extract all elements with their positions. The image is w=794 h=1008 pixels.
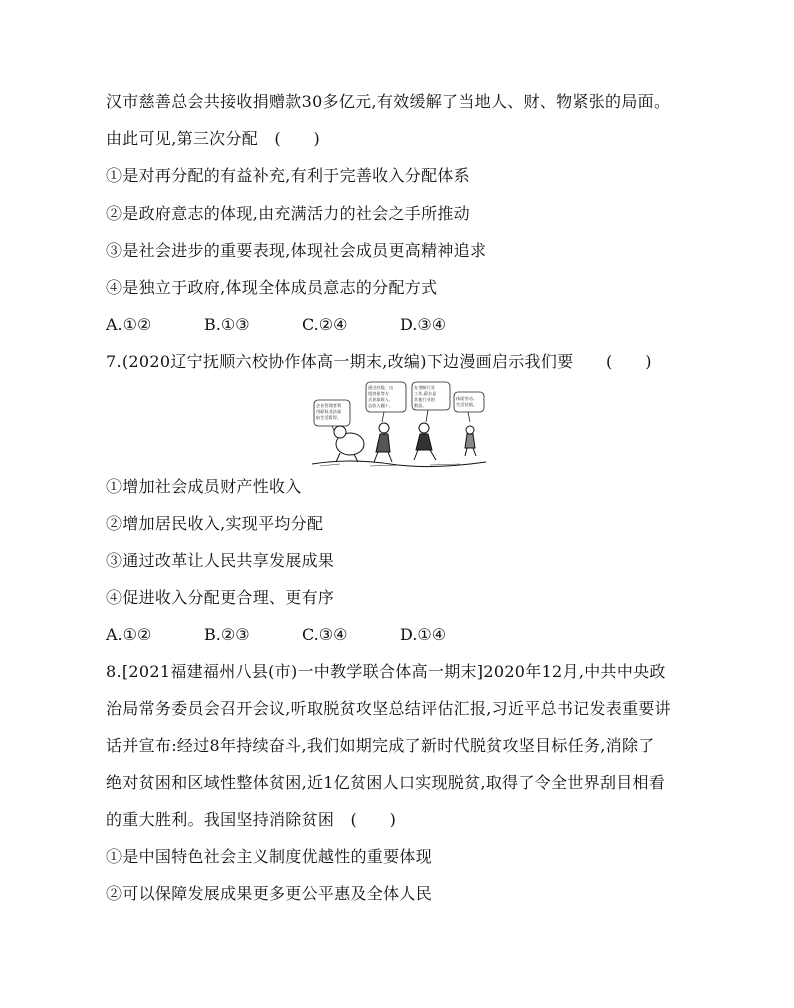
q8-statement-1: ①是中国特色社会主义制度优越性的重要体现 [106,847,433,866]
bubble-2-line-4: 总收入翻十。 [368,403,394,408]
bubble-4-line-2: 生活拮据。 [456,402,477,407]
q8-statement-2: ②可以保障发展成果更多更公平惠及全体人民 [106,884,433,903]
bubble-2-line-3: 式获取收入, [368,397,391,402]
q6-option-a[interactable]: A.①② [106,315,152,334]
q6-statement-2: ②是政府意志的体现,由充满活力的社会之手所推动 [106,204,470,223]
bubble-2-line-1: 通过炒股、出 [368,385,394,390]
q8-stem-line-2: 治局常务委员会召开会议,听取脱贫攻坚总结评估汇报,习近平总书记发表重要讲 [106,699,671,718]
bubble-3-line-3: 其他行业的 [414,397,435,402]
q6-option-d[interactable]: D.③④ [400,315,447,334]
q6-statement-3: ③是社会进步的重要表现,体现社会成员更高精神追求 [106,241,487,260]
q7-statement-4: ④促进收入分配更合理、更有序 [106,588,335,607]
q7-statement-2: ②增加居民收入,实现平均分配 [106,514,324,533]
q6-statement-1: ①是对再分配的有益补充,有利于完善收入分配体系 [106,166,470,185]
bubble-1-line-1: 企业管理者利 [316,403,342,408]
bubble-1-line-2: 用职权非法谋 [316,409,342,414]
bubble-3-line-2: 工作,薪水是 [414,391,437,396]
q7-option-a[interactable]: A.①② [106,625,152,644]
q6-statement-4: ④是独立于政府,体现全体成员意志的分配方式 [106,278,438,297]
q8-stem-line-4: 绝对贫困和区域性整体贫困,近1亿贫困人口实现脱贫,取得了令全世界刮目相看 [106,773,666,792]
q8-stem-line-5: 的重大胜利。我国坚持消除贫困 ( ) [106,810,397,829]
q8-stem-line-3: 话并宣布:经过8年持续奋斗,我们如期完成了新时代脱贫攻坚目标任务,消除了 [106,736,655,755]
bubble-2-line-2: 租房屋等方 [368,391,389,396]
q7-stem: 7.(2020辽宁抚顺六校协作体高一期末,改编)下边漫画启示我们要 ( ) [106,352,652,371]
bubble-3-line-4: 数倍。 [414,403,427,408]
q7-option-b[interactable]: B.②③ [204,625,250,644]
q6-stem-line-2: 由此可见,第三次分配 ( ) [106,129,321,148]
q8-stem-line-1: 8.[2021福建福州八县(市)一中教学联合体高一期末]2020年12月,中共中央政 [106,662,666,681]
q7-option-c[interactable]: C.③④ [302,625,348,644]
bubble-4-line-1: 体面劳动, [456,396,475,401]
q7-statement-3: ③通过改革让人民共享发展成果 [106,551,335,570]
cartoon-figures-icon [310,378,486,468]
bubble-1-line-3: 取生活暂得。 [316,415,342,420]
q6-option-b[interactable]: B.①③ [204,315,250,334]
q6-stem-line-1: 汉市慈善总会共接收捐赠款30多亿元,有效缓解了当地人、财、物紧张的局面。 [106,92,671,111]
q7-statement-1: ①增加社会成员财产性收入 [106,477,302,496]
bubble-3-line-1: 在垄断行业 [414,385,435,390]
q7-option-d[interactable]: D.①④ [400,625,447,644]
q6-option-c[interactable]: C.②④ [302,315,348,334]
q7-options [106,625,446,645]
q6-options [106,315,446,335]
